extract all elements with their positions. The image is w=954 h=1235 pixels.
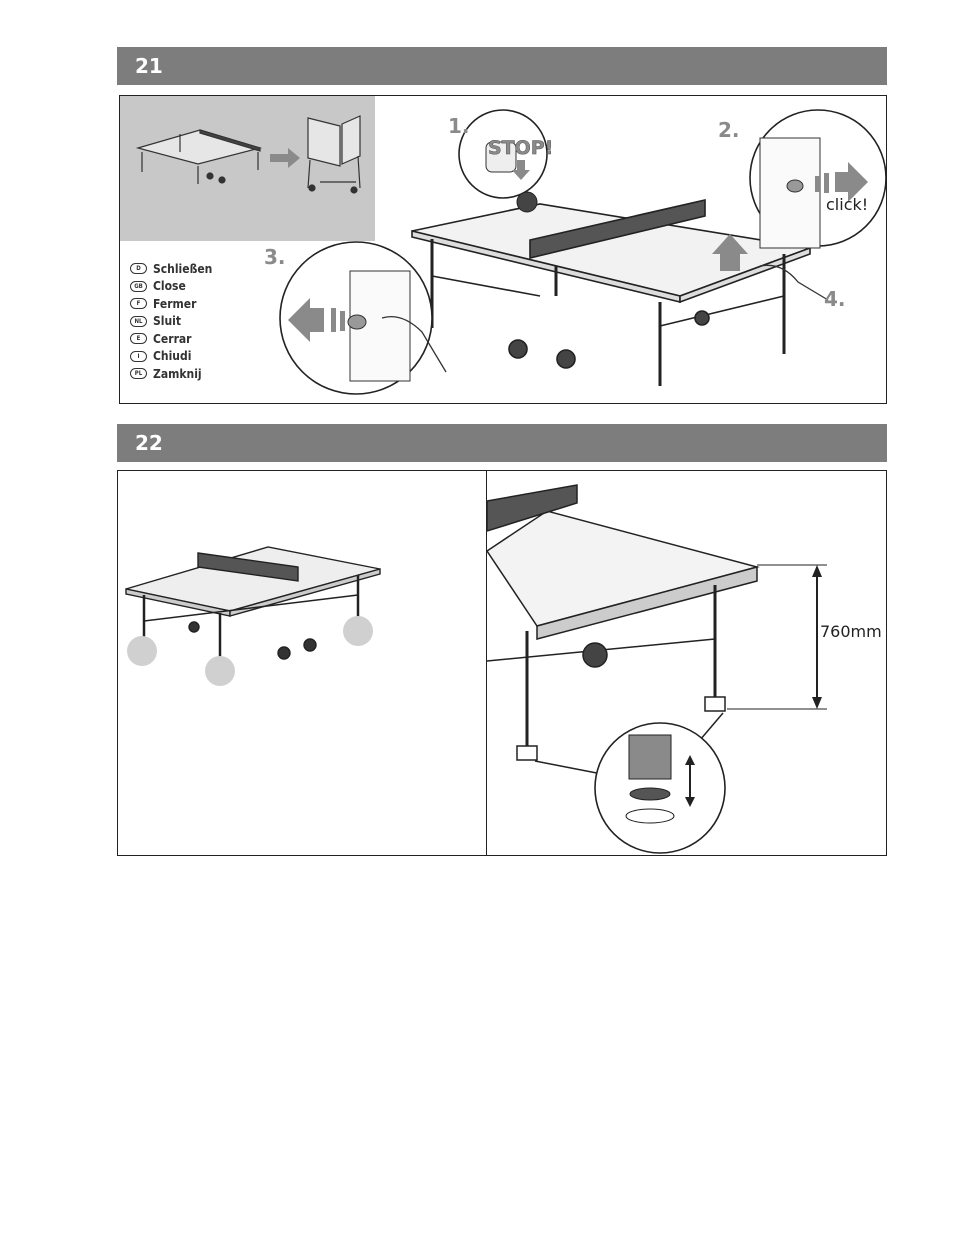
language-code: GB (130, 281, 147, 292)
step-label-4: 4. (824, 287, 846, 311)
figure-22-left-panel (117, 470, 488, 856)
detail-circle-1 (459, 110, 547, 212)
language-item (130, 365, 212, 383)
click-callout: click! (826, 195, 869, 214)
step-label-2: 2. (718, 118, 740, 142)
language-text: Close (153, 279, 186, 294)
detail-circle-3 (280, 242, 446, 394)
language-code: I (130, 351, 147, 362)
step-label-1: 1. (448, 114, 470, 138)
language-item (130, 295, 212, 313)
language-text: Schließen (153, 261, 213, 276)
height-adjustment-illustration (487, 471, 887, 856)
leveling-points-illustration (118, 471, 488, 856)
height-dimension-label: 760mm (820, 622, 882, 641)
language-text: Chiudi (153, 349, 192, 364)
section-header-22 (117, 424, 887, 462)
step-label-3: 3. (264, 245, 286, 269)
language-code: PL (130, 368, 147, 379)
language-text: Zamknij (153, 366, 202, 381)
language-text: Cerrar (153, 331, 192, 346)
detail-circle-2 (750, 110, 886, 248)
language-code: D (130, 263, 147, 274)
figure-22-right-panel (486, 470, 887, 856)
language-text: Fermer (153, 296, 197, 311)
figure-21-illustration (120, 96, 887, 404)
section-number: 21 (135, 54, 163, 78)
language-item (130, 330, 212, 348)
main-table-illustration (412, 200, 810, 386)
language-code: E (130, 333, 147, 344)
language-item (130, 278, 212, 296)
foot-detail-circle (595, 723, 725, 853)
leg-marker (343, 616, 373, 646)
language-item (130, 313, 212, 331)
language-item (130, 260, 212, 278)
figure-21-panel (119, 95, 887, 404)
stop-callout: STOP! (488, 137, 554, 159)
section-number: 22 (135, 431, 163, 455)
section-header-21 (117, 47, 887, 85)
language-list (130, 260, 212, 383)
leg-marker (205, 656, 235, 686)
fold-overview-inset (120, 96, 375, 241)
language-item (130, 348, 212, 366)
language-code: F (130, 298, 147, 309)
leg-marker (127, 636, 157, 666)
hand-icon (760, 265, 828, 300)
language-code: NL (130, 316, 147, 327)
language-text: Sluit (153, 314, 182, 329)
